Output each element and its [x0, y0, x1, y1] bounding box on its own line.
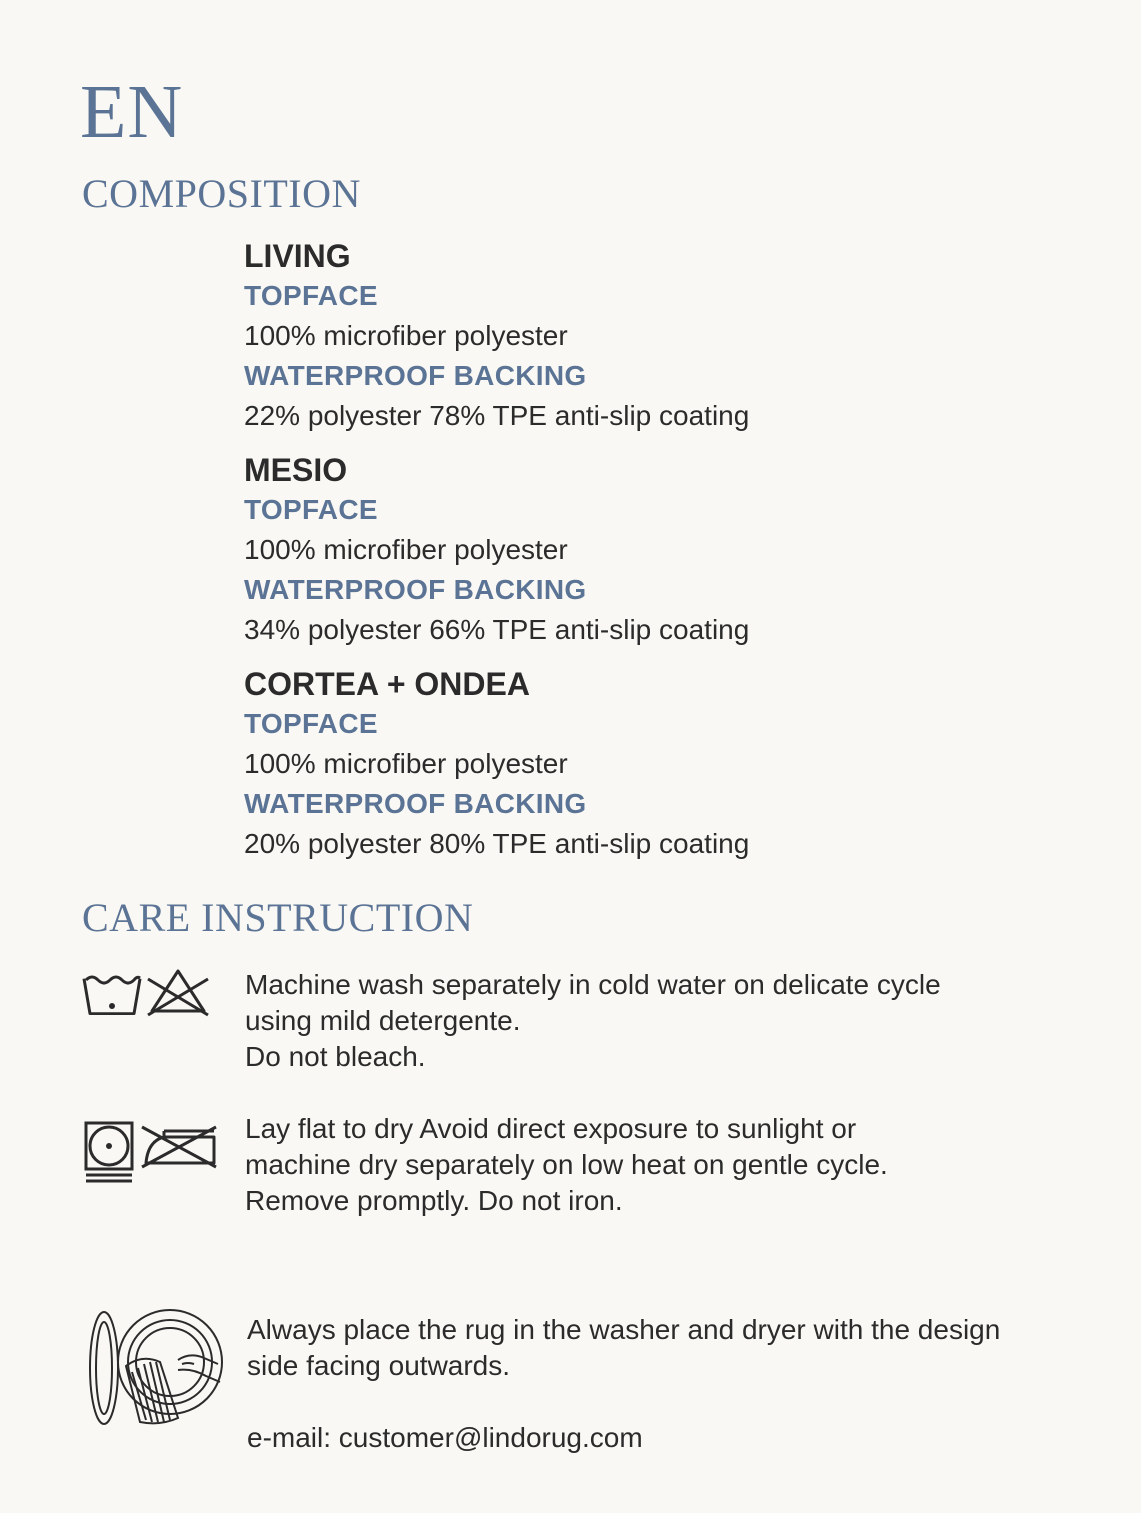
care-text-line: machine dry separately on low heat on gentle cycle. [245, 1149, 888, 1180]
composition-title: COMPOSITION [82, 171, 361, 216]
care-wash-text [245, 967, 1065, 1075]
topface-value: 100% microfiber polyester [244, 748, 568, 779]
do-not-bleach-icon [148, 971, 208, 1015]
product-living [244, 236, 944, 436]
care-placement-icons [82, 1306, 227, 1436]
topface-value: 100% microfiber polyester [244, 534, 568, 565]
tumble-dry-low-icon [86, 1123, 132, 1181]
backing-value: 20% polyester 80% TPE anti-slip coating [244, 828, 750, 859]
topface-label: TOPFACE [244, 494, 378, 525]
backing-label: WATERPROOF BACKING [244, 574, 587, 605]
product-name: LIVING [244, 238, 351, 274]
care-text-line: Remove promptly. Do not iron. [245, 1185, 623, 1216]
care-wash-icons [82, 967, 212, 1022]
machine-wash-cold-icon [84, 977, 140, 1014]
product-name: CORTEA + ONDEA [244, 666, 530, 702]
backing-value: 34% polyester 66% TPE anti-slip coating [244, 614, 750, 645]
care-wash-icons-svg [82, 967, 212, 1017]
backing-label: WATERPROOF BACKING [244, 788, 587, 819]
language-code: EN [80, 70, 184, 154]
care-text-line: side facing outwards. [247, 1350, 511, 1381]
backing-value: 22% polyester 78% TPE anti-slip coating [244, 400, 750, 431]
care-instruction-title: CARE INSTRUCTION [82, 895, 474, 940]
care-text-line: Do not bleach. [245, 1041, 426, 1072]
composition-list [244, 236, 944, 878]
backing-label: WATERPROOF BACKING [244, 360, 587, 391]
product-name: MESIO [244, 452, 348, 488]
do-not-iron-icon [142, 1127, 216, 1167]
product-cortea-ondea [244, 664, 944, 864]
care-placement-text [247, 1312, 1067, 1456]
product-mesio [244, 450, 944, 650]
care-dry-icons-svg [82, 1111, 222, 1191]
care-dry-icons [82, 1111, 222, 1196]
topface-value: 100% microfiber polyester [244, 320, 568, 351]
care-text-line: Machine wash separately in cold water on delicate cycle [245, 969, 941, 1000]
care-text-line: Always place the rug in the washer and dryer with the design [247, 1314, 1001, 1345]
contact-email[interactable]: e-mail: customer@lindorug.com [247, 1422, 643, 1453]
topface-label: TOPFACE [244, 280, 378, 311]
care-dry-text [245, 1111, 1065, 1219]
care-text-line: using mild detergente. [245, 1005, 521, 1036]
topface-label: TOPFACE [244, 708, 378, 739]
care-text-line: Lay flat to dry Avoid direct exposure to sunlight or [245, 1113, 857, 1144]
washer-loading-illustration-icon [82, 1306, 227, 1431]
